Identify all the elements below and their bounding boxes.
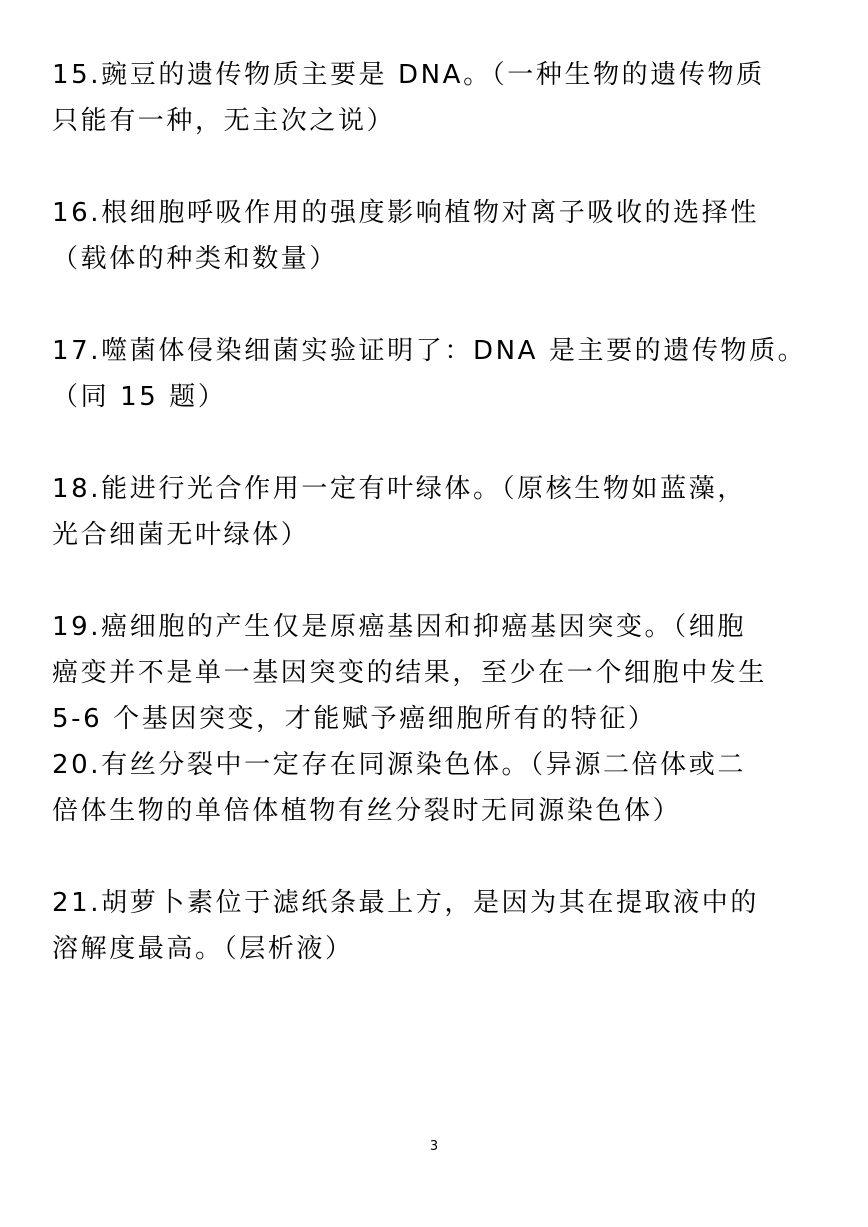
statement-line: 20.有丝分裂中一定存在同源染色体。（异源二倍体或二	[52, 750, 746, 780]
statement-line: 光合细菌无叶绿体）	[52, 520, 310, 550]
statement-line: 18.能进行光合作用一定有叶绿体。（原核生物如蓝藻，	[52, 474, 746, 504]
statement-20	[52, 742, 816, 834]
paragraph-gap	[52, 282, 816, 328]
statement-line: 溶解度最高。（层析液）	[52, 934, 354, 964]
statement-21	[52, 880, 816, 972]
paragraph-gap	[52, 834, 816, 880]
statement-line: 只能有一种，无主次之说）	[52, 106, 396, 136]
statement-line: 16.根细胞呼吸作用的强度影响植物对离子吸收的选择性	[52, 198, 759, 228]
statement-line: 15.豌豆的遗传物质主要是 DNA。（一种生物的遗传物质	[52, 60, 765, 90]
statement-line: 21.胡萝卜素位于滤纸条最上方，是因为其在提取液中的	[52, 888, 759, 918]
statement-18	[52, 466, 816, 558]
statement-line: 17.噬菌体侵染细菌实验证明了：DNA 是主要的遗传物质。	[52, 336, 807, 366]
statement-19	[52, 604, 816, 742]
paragraph-gap	[52, 558, 816, 604]
paragraph-gap	[52, 144, 816, 190]
statement-line: 癌变并不是单一基因突变的结果，至少在一个细胞中发生	[52, 658, 768, 688]
page-number: 3	[429, 1139, 439, 1154]
statement-15	[52, 52, 816, 144]
statement-17	[52, 328, 816, 420]
statement-line: （同 15 题）	[52, 382, 227, 412]
statement-line: 19.癌细胞的产生仅是原癌基因和抑癌基因突变。（细胞	[52, 612, 746, 642]
document-body	[52, 52, 816, 972]
statement-line: 5-6 个基因突变，才能赋予癌细胞所有的特征）	[52, 704, 657, 734]
statement-16	[52, 190, 816, 282]
statement-line: （载体的种类和数量）	[52, 244, 339, 274]
statement-line: 倍体生物的单倍体植物有丝分裂时无同源染色体）	[52, 796, 682, 826]
paragraph-gap	[52, 420, 816, 466]
